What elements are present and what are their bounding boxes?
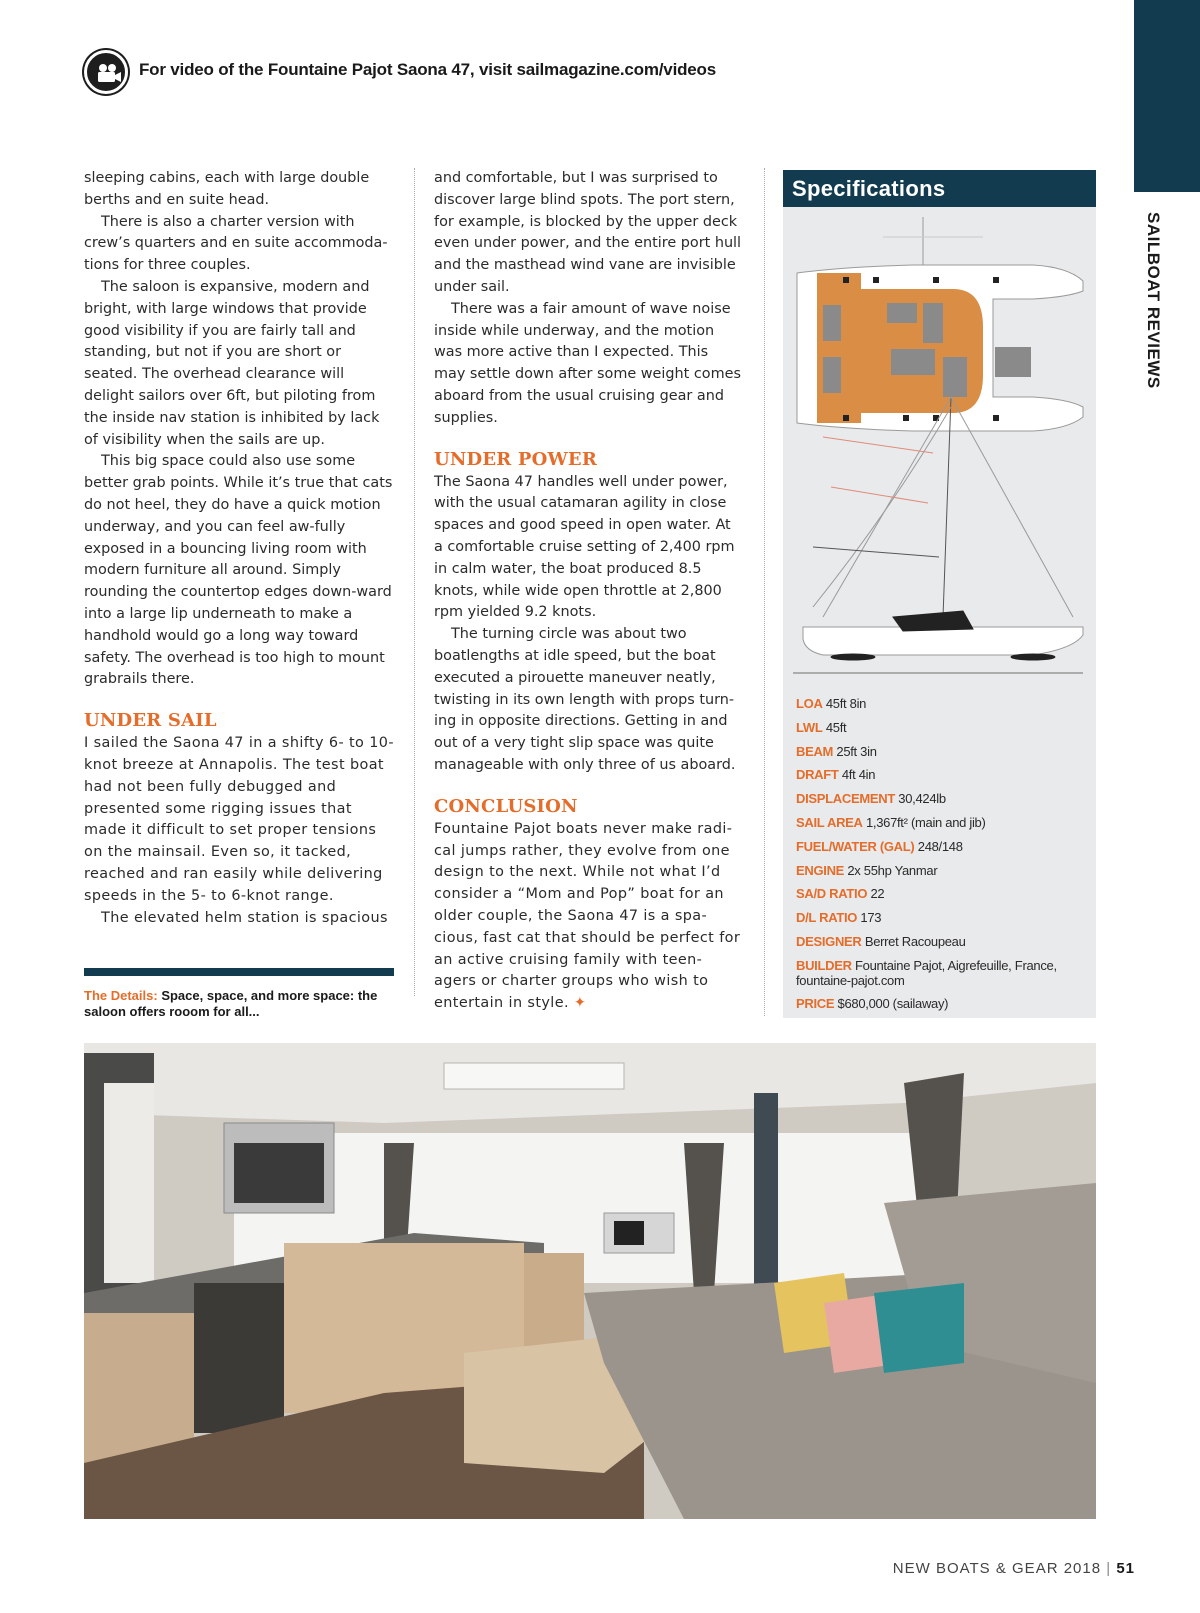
paragraph: There was a fair amount of wave noise inside while underway, and the motion was more active than I expected. This may settle down after some weight comes aboard from the usual cruising gear and supplies.: [434, 300, 741, 426]
spec-row: DESIGNER Berret Racoupeau: [796, 933, 966, 949]
footer-separator: |: [1106, 1560, 1112, 1577]
spec-row: PRICE $680,000 (sailaway): [796, 995, 949, 1011]
spec-row: D/L RATIO 173: [796, 910, 882, 926]
paragraph: I sailed the Saona 47 in a shifty 6- to 10-knot breeze at Annapolis. The test boat had not been fully debugged and presented some rigging issues that made it difficult to set proper tensions on the mainsail. Even so, it tacked, reached and ran easily while delivering speeds in the 5- to 6-knot range.: [84, 735, 394, 904]
page-number: 51: [1116, 1560, 1135, 1577]
page-footer: [893, 1560, 1135, 1577]
end-mark-icon: ✦: [573, 995, 587, 1012]
section-heading-under-sail: UNDER SAIL: [84, 710, 217, 732]
specifications-title: Specifications: [792, 176, 946, 201]
spec-list: [796, 692, 1091, 1016]
paragraph: and comfortable, but I was surprised to discover large blind spots. The port stern, for example, is blocked by the upper deck even under power, and the entire port hull and the masthead wind vane are invisible under sail.: [434, 170, 742, 295]
section-tab: [1134, 0, 1200, 192]
paragraph: The Saona 47 handles well under power, with the usual catamaran agility in close spaces and good speed in open water. At a comfortable cruise setting of 2,400 rpm in calm water, the boat produced 8.5 knots, while wide open throttle at 2,800 rpm yielded 9.2 knots.: [434, 473, 735, 621]
publication-name: NEW BOATS & GEAR 2018: [892, 1560, 1102, 1577]
column-divider: [764, 168, 765, 1016]
section-heading-conclusion: CONCLUSION: [434, 795, 578, 817]
spec-row: SA/D RATIO 22: [796, 886, 885, 902]
spec-row: LWL 45ft: [796, 719, 847, 735]
spec-row: DISPLACEMENT 30,424lb: [796, 791, 946, 807]
paragraph: This big space could also use some better grab points. While it’s true that cats do not heel, they do have a quick motion underway, and you can feel aw-fully exposed in a bouncing living room with modern furniture all around. Simply rounding the countertop edges down-ward into a large lip underneath to make a handhold would go a long way toward safety. The overhead is too high to mount grabrails there.: [84, 453, 393, 688]
specifications-header: [783, 170, 1096, 207]
photo-caption: [84, 988, 394, 1020]
paragraph: There is also a charter version with crew’s quarters and en suite accommoda-tions for three couples.: [84, 213, 388, 274]
spec-row: DRAFT 4ft 4in: [796, 767, 876, 783]
spec-row: ENGINE 2x 55hp Yanmar: [796, 862, 938, 878]
caption-bar: [84, 968, 394, 976]
spec-row: SAIL AREA 1,367ft² (main and jib): [796, 814, 986, 830]
sail-profile-drawing: [793, 397, 1083, 673]
paragraph: [434, 819, 744, 1015]
video-note[interactable]: For video of the Fountaine Pajot Saona 47, visit sailmagazine.com/videos: [139, 60, 716, 79]
deck-plan-drawing: [797, 217, 1083, 431]
article-column-2: [434, 168, 744, 1015]
column-divider: [414, 168, 415, 996]
paragraph: sleeping cabins, each with large double berths and en suite head.: [84, 170, 370, 208]
paragraph: The elevated helm station is spacious: [101, 909, 388, 926]
specifications-box: [783, 170, 1096, 1018]
caption-text: Space, space, and more space: the saloon offers rooom for all...: [84, 988, 378, 1019]
section-label: [1108, 212, 1198, 412]
boat-drawings: [783, 207, 1096, 687]
saloon-photo: [84, 1043, 1096, 1519]
video-camera-icon: [84, 50, 128, 94]
paragraph: The turning circle was about two boatlengths at idle speed, but the boat executed a pirouette maneuver neatly, twisting in its own length with props turn-ing in opposite directions. Getting in and out of a very tight slip space was quite manageable with only three of us aboard.: [434, 626, 736, 773]
section-heading-under-power: UNDER POWER: [434, 448, 598, 470]
article-column-1: [84, 168, 394, 929]
caption-lead: The Details:: [84, 988, 158, 1003]
section-label-text: SAILBOAT REVIEWS: [1144, 212, 1163, 389]
conclusion-text: Fountaine Pajot boats never make radi-cal jumps rather, they evolve from one design to the next. While not what I’d consider a “Mom and Pop” boat for an older couple, the Saona 47 is a spa-cious, fast cat that should be perfect for an active cruising family with teen-agers or charter groups who wish to entertain in style.: [434, 820, 741, 1012]
spec-row: FUEL/WATER (GAL) 248/148: [796, 838, 963, 854]
spec-row: BEAM 25ft 3in: [796, 743, 877, 759]
spec-row: LOA 45ft 8in: [796, 696, 867, 711]
paragraph: The saloon is expansive, modern and bright, with large windows that provide good visibility if you are fairly tall and standing, but not if you are short or seated. The overhead clearance will delight sailors over 6ft, but piloting from the inside nav station is inhibited by lack of visibility when the sails are up.: [84, 278, 380, 448]
spec-row: BUILDER Fountaine Pajot, Aigrefeuille, France, fountaine-pajot.com: [796, 957, 1057, 988]
